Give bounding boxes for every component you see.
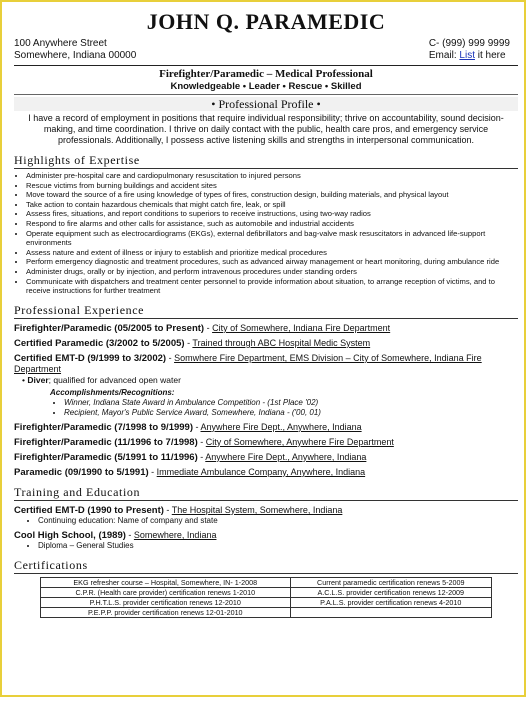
separator: - xyxy=(193,421,201,432)
job-employer: Trained through ABC Hospital Medic System xyxy=(192,337,371,348)
job-entry xyxy=(14,437,518,448)
table-row xyxy=(41,577,492,587)
education-detail xyxy=(14,541,518,551)
education-institution: Somewhere, Indiana xyxy=(133,529,217,540)
list-item: • Respond to fire alarms and other calls for assistance, such as automobile and industrial accidents xyxy=(26,219,518,229)
job-role: Certified Paramedic (3/2002 to 5/2005) xyxy=(14,337,185,349)
job-entry xyxy=(14,353,518,375)
job-entry xyxy=(14,467,518,478)
certifications-heading: Certifications xyxy=(14,558,518,574)
education-title: Certified EMT-D (1990 to Present) xyxy=(14,504,164,516)
list-item: • Assess nature and extent of illness or injury to establish and prioritize medical procedures xyxy=(26,248,518,258)
education-institution: The Hospital System, Somewhere, Indiana xyxy=(171,504,343,515)
divider xyxy=(14,94,518,95)
list-item: • Take action to contain hazardous chemicals that might catch fire, leak, or spill xyxy=(26,200,518,210)
job-role: Firefighter/Paramedic (05/2005 to Present) xyxy=(14,322,205,334)
accomplishments-list xyxy=(14,398,518,418)
professional-title: Firefighter/Paramedic – Medical Professional xyxy=(159,68,373,80)
education-title: Cool High School, (1989) xyxy=(14,529,126,541)
accomplishments-heading: Accomplishments/Recognitions: xyxy=(50,387,175,397)
separator: - xyxy=(204,322,213,333)
job-role: Paramedic (09/1990 to 5/1991) xyxy=(14,466,149,478)
list-item: • Winner, Indiana State Award in Ambulance Competition - (1st Place '02) xyxy=(64,398,518,408)
separator: - xyxy=(184,337,193,348)
email-suffix: it here xyxy=(477,50,506,61)
profile-heading: • Professional Profile • xyxy=(14,97,518,111)
job-employer: City of Somewhere, Indiana Fire Department xyxy=(212,322,391,333)
list-item: • Rescue victims from burning buildings and accident sites xyxy=(26,181,518,191)
table-cell xyxy=(290,607,491,617)
list-item: • Communicate with dispatchers and treatment center personnel to provide information about situation, to arrange reception of victims, and to receive instructions for further treatment xyxy=(26,277,518,296)
job-role: Firefighter/Paramedic (11/1996 to 7/1998) xyxy=(14,436,198,448)
list-item: • Administer drugs, orally or by injection, and perform intravenous procedures under standing orders xyxy=(26,267,518,277)
resume xyxy=(14,10,518,618)
table-cell: P.A.L.S. provider certification renews 4-2010 xyxy=(290,597,491,607)
list-item: • Move toward the source of a fire using knowledge of types of fires, construction design, building materials, and physical layout xyxy=(26,190,518,200)
profile-text: I have a record of employment in positions that require individual responsibility; thrive on accountability, sound decision-making, and time coordination. I thrive on daily contact with the public, health care pros, and emergency service professionals. Additionally, I possess active listening skills and strengths in interpersonal communication. xyxy=(28,113,504,145)
job-entry xyxy=(14,338,518,349)
job-role: Firefighter/Paramedic (5/1991 to 11/1996) xyxy=(14,451,198,463)
address-line-1: 100 Anywhere Street xyxy=(14,38,107,49)
job-employer: Anywhere Fire Dept., Anywhere, Indiana xyxy=(205,451,367,462)
address xyxy=(14,38,136,62)
job-role: Firefighter/Paramedic (7/1998 to 9/1999) xyxy=(14,421,193,433)
title-keywords: Knowledgeable • Leader • Rescue • Skilled xyxy=(170,81,362,92)
table-row xyxy=(41,597,492,607)
list-item: • Assess fires, situations, and report conditions to superiors to receive instructions, using two-way radios xyxy=(26,209,518,219)
job-entry xyxy=(14,422,518,433)
bullet: • xyxy=(22,374,25,385)
job-employer: City of Somewhere, Anywhere Fire Department xyxy=(205,436,394,447)
email-line xyxy=(429,50,510,62)
table-cell: P.H.T.L.S. provider certification renews 12-2010 xyxy=(41,597,291,607)
list-item: • Perform emergency diagnostic and treatment procedures, such as advanced airway management or heart monitoring, during ambulance ride xyxy=(26,257,518,267)
email-link[interactable]: List xyxy=(459,50,475,61)
certifications-table xyxy=(40,577,492,618)
list-item: • Continuing education: Name of company and state xyxy=(38,516,518,526)
highlights-list xyxy=(14,171,518,296)
table-cell: EKG refresher course – Hospital, Somewhere, IN- 1-2008 xyxy=(41,577,291,587)
table-row xyxy=(41,607,492,617)
diver-line xyxy=(22,375,518,386)
title-block xyxy=(14,68,518,93)
separator: - xyxy=(197,436,206,447)
list-item: • Diploma – General Studies xyxy=(38,541,518,551)
highlights-heading: Highlights of Expertise xyxy=(14,153,518,169)
separator: - xyxy=(148,466,157,477)
job-employer: Anywhere Fire Dept., Anywhere, Indiana xyxy=(200,421,362,432)
separator: - xyxy=(166,352,175,363)
email-label: Email: xyxy=(428,50,457,61)
contact-right xyxy=(429,38,510,62)
job-employer: Immediate Ambulance Company, Anywhere, Indiana xyxy=(156,466,366,477)
job-role: Certified EMT-D (9/1999 to 3/2002) xyxy=(14,352,167,364)
education-detail xyxy=(14,516,518,526)
separator: - xyxy=(163,504,172,515)
experience-heading: Professional Experience xyxy=(14,303,518,319)
separator: - xyxy=(197,451,206,462)
phone: C- (999) 999 9999 xyxy=(428,38,510,49)
education-entry xyxy=(14,505,518,516)
job-entry xyxy=(14,323,518,334)
address-line-2: Somewhere, Indiana 00000 xyxy=(14,50,137,61)
list-item: • Recipient, Mayor's Public Service Award, Somewhere, Indiana - ('00, 01) xyxy=(64,408,518,418)
table-row xyxy=(41,587,492,597)
list-item: • Administer pre-hospital care and cardiopulmonary resuscitation to injured persons xyxy=(26,171,518,181)
list-item: • Operate equipment such as electrocardiograms (EKGs), external defibrillators and bag-valve mask resuscitators in advanced life-support environments xyxy=(26,229,518,248)
table-cell: P.E.P.P. provider certification renews 12-01-2010 xyxy=(41,607,291,617)
job-entry xyxy=(14,452,518,463)
divider xyxy=(14,65,518,66)
education-heading: Training and Education xyxy=(14,485,518,501)
table-cell: A.C.L.S. provider certification renews 12-2009 xyxy=(290,587,491,597)
job-employer: Somwhere Fire Department, EMS Division – City of Somewhere, Indiana Fire Department xyxy=(14,352,482,374)
candidate-name: JOHN Q. PARAMEDIC xyxy=(146,9,386,34)
contact-block xyxy=(14,38,518,64)
table-cell: C.P.R. (Health care provider) certification renews 1-2010 xyxy=(41,587,291,597)
diver-text: ; qualified for advanced open water xyxy=(48,374,181,385)
separator: - xyxy=(125,529,134,540)
table-cell: Current paramedic certification renews 5-2009 xyxy=(290,577,491,587)
education-entry xyxy=(14,530,518,541)
diver-label: Diver xyxy=(27,374,49,385)
